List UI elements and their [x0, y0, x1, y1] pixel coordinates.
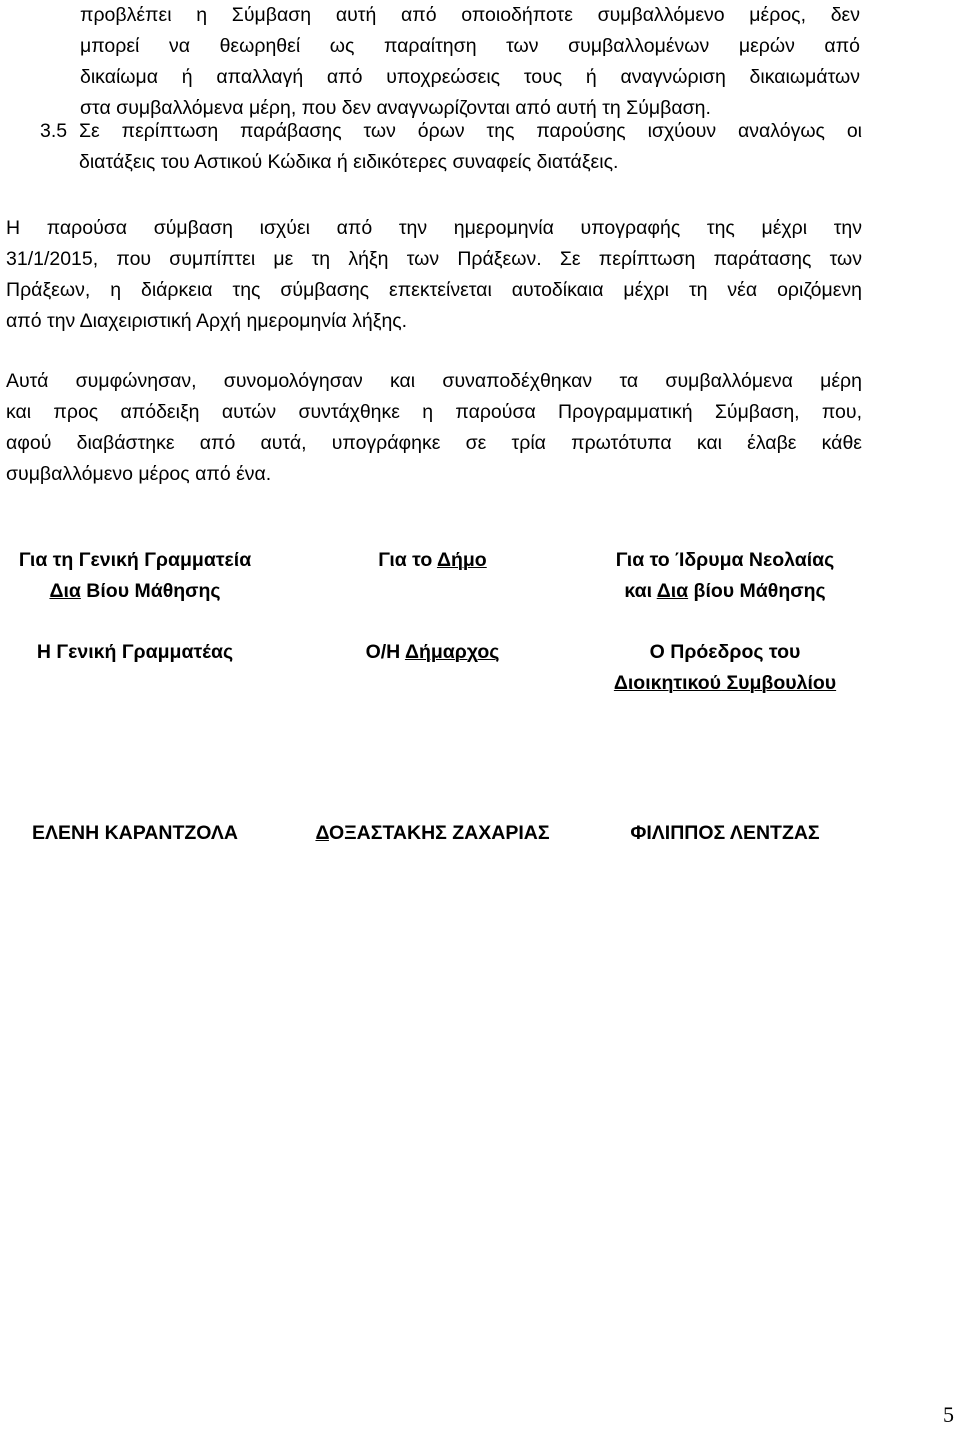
signatory-entity-line2: και Δια βίου Μάθησης [624, 580, 826, 602]
signatory-name: ΦΙΛΙΠΠΟΣ ΛΕΝΤΖΑΣ [630, 822, 820, 844]
paragraph-validity [6, 213, 862, 337]
text-line: αφού διαβάστηκε από αυτά, υπογράφηκε σε τρία πρωτότυπα και έλαβε κάθε [6, 432, 862, 454]
signatory-name: ΔΟΞΑΣΤΑΚΗΣ ΖΑΧΑΡΙΑΣ [315, 822, 550, 844]
signatory-entity-line1: Για το Ίδρυμα Νεολαίας [615, 549, 835, 571]
text-line: προβλέπει η Σύμβαση αυτή από οποιοδήποτε συμβαλλόμενο μέρος, δεν [80, 4, 860, 26]
text-line: μπορεί να θεωρηθεί ως παραίτηση των συμβαλλομένων μερών από [80, 35, 860, 57]
signatory-entity-line1: Για το Δήμο [378, 549, 487, 571]
signatory-entity-line1: Για τη Γενική Γραμματεία [18, 549, 252, 571]
text-line: και προς απόδειξη αυτών συντάχθηκε η παρούσα Προγραμματική Σύμβαση, που, [6, 401, 862, 423]
text-line: Πράξεων, η διάρκεια της σύμβασης επεκτείνεται αυτοδίκαια μέχρι τη νέα οριζόμενη [6, 279, 862, 301]
text-line: στα συμβαλλόμενα μέρη, που δεν αναγνωρίζονται από αυτή τη Σύμβαση. [80, 97, 711, 119]
signatory-entity-line2: Δια Βίου Μάθησης [49, 580, 221, 602]
text-line: Αυτά συμφώνησαν, συνομολόγησαν και συναποδέχθηκαν τα συμβαλλόμενα μέρη [6, 370, 862, 392]
signatory-role: Ο Πρόεδρος του [649, 641, 801, 663]
text-line: 31/1/2015, που συμπίπτει με τη λήξη των Πράξεων. Σε περίπτωση παράτασης των [6, 248, 862, 270]
signatory-role-line2: Διοικητικού Συμβουλίου [613, 672, 837, 694]
text-line: Η παρούσα σύμβαση ισχύει από την ημερομηνία υπογραφής της μέχρι την [6, 217, 862, 239]
text-line: από την Διαχειριστική Αρχή ημερομηνία λήξης. [6, 310, 408, 332]
signatory-role: Ο/Η Δήμαρχος [365, 641, 500, 663]
clause-number: 3.5 [40, 120, 68, 142]
text-line [40, 116, 862, 147]
signatory-name: ΕΛΕΝΗ ΚΑΡΑΝΤΖΟΛΑ [31, 822, 239, 844]
signatory-role: Η Γενική Γραμματέας [36, 641, 234, 663]
text-line: δικαίωμα ή απαλλαγή από υποχρεώσεις τους ή αναγνώριση δικαιωμάτων [80, 66, 860, 88]
text-line: συμβαλλόμενο μέρος από ένα. [6, 463, 272, 485]
paragraph-agreement [6, 366, 862, 490]
clause-text: Σε περίπτωση παράβασης των όρων της παρούσης ισχύουν αναλόγως οι [79, 120, 862, 142]
text-line: διατάξεις του Αστικού Κώδικα ή ειδικότερες συναφείς διατάξεις. [79, 151, 619, 173]
page-number: 5 [943, 1402, 954, 1427]
paragraph-continuation [80, 0, 860, 124]
clause-3-5 [40, 116, 862, 178]
